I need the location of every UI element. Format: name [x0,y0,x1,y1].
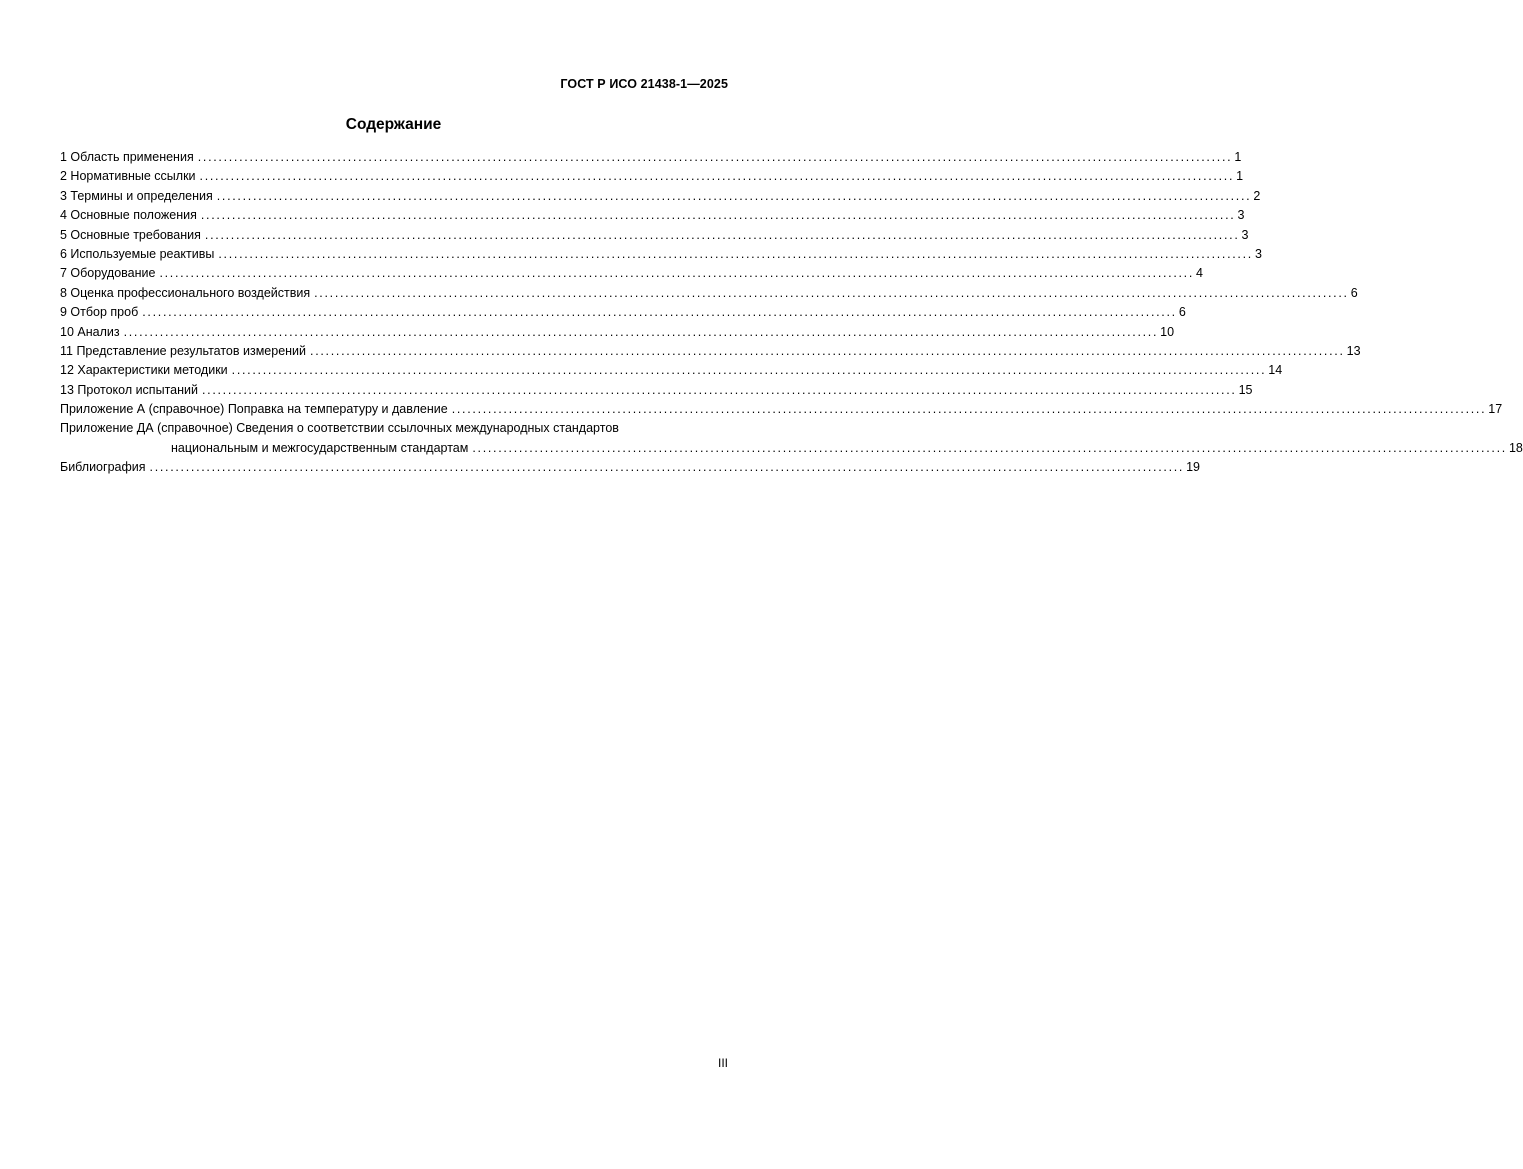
toc-leader: ........................................................................................................................................................................................................ [197,150,1233,164]
toc-entry[interactable] [60,400,1503,419]
toc-leader: ........................................................................................................................................................................................................ [310,343,1345,358]
toc-entry[interactable] [60,284,1358,303]
toc-leader: ........................................................................................................................................................................................................ [142,305,1177,320]
toc-leader: ........................................................................................................................................................................................................ [199,169,1235,184]
toc-entry-page: 19 [1186,460,1201,475]
toc-entry-page: 6 [1350,285,1358,300]
toc-entry[interactable] [60,148,1242,167]
table-of-contents [60,148,1523,478]
toc-entry-title: Приложение ДА (справочное) Сведения о соответствии ссылочных международных стандартов [60,421,619,436]
page-number: III [717,1056,728,1070]
toc-entry[interactable] [60,245,1262,264]
toc-entry-title: 9 Отбор проб [60,305,139,320]
toc-leader: ........................................................................................................................................................................................................ [200,208,1236,223]
toc-leader: ........................................................................................................................................................................................................ [216,188,1252,203]
toc-leader: ........................................................................................................................................................................................................ [472,440,1507,455]
toc-entry-title: 3 Термины и определения [60,188,213,203]
toc-entry-page: 2 [1253,188,1261,203]
page-title: Содержание [345,116,442,133]
toc-entry-page: 3 [1237,208,1245,223]
toc-entry-title: 4 Основные положения [60,208,197,223]
toc-entry-title: 10 Анализ [60,324,120,339]
toc-leader: ........................................................................................................................................................................................................ [451,402,1487,417]
toc-leader: ........................................................................................................................................................................................................ [201,382,1237,397]
toc-entry[interactable] [60,226,1249,245]
toc-leader: ........................................................................................................................................................................................................ [149,460,1185,475]
toc-leader: ........................................................................................................................................................................................................ [218,246,1253,261]
toc-entry-title: 8 Оценка профессионального воздействия [60,285,311,300]
toc-entry-page: 13 [1346,343,1361,358]
toc-entry-page: 18 [1508,440,1523,455]
toc-entry-page: 3 [1254,246,1262,261]
toc-entry-title: Библиография [60,460,146,475]
toc-entry-title: 6 Используемые реактивы [60,246,215,261]
toc-entry-page: 15 [1238,382,1253,397]
toc-entry[interactable] [60,381,1253,400]
toc-entry[interactable] [60,167,1244,186]
toc-entry-page: 3 [1241,227,1249,242]
toc-entry[interactable] [60,323,1175,342]
toc-entry[interactable] [60,264,1203,283]
toc-entry-continuation[interactable] [60,439,1523,458]
toc-entry-page: 10 [1160,324,1175,339]
toc-entry-title: 7 Оборудование [60,266,156,281]
toc-entry-page: 6 [1178,305,1186,320]
toc-leader: ........................................................................................................................................................................................................ [314,285,1349,300]
toc-entry-page: 17 [1488,402,1503,417]
toc-entry-page: 1 [1236,169,1244,184]
toc-entry[interactable] [60,419,728,438]
toc-entry-page: 14 [1268,363,1283,378]
toc-leader: ........................................................................................................................................................................................................ [231,363,1267,378]
toc-entry-title: 5 Основные требования [60,227,201,242]
toc-entry-title: 13 Протокол испытаний [60,382,198,397]
toc-entry-title: 12 Характеристики методики [60,363,228,378]
toc-entry[interactable] [60,361,1283,380]
toc-entry-title: 1 Область применения [60,150,194,164]
toc-entry-title-continuation: национальным и межгосударственным стандартам [171,440,469,455]
toc-leader: ........................................................................................................................................................................................................ [204,227,1240,242]
toc-leader: ........................................................................................................................................................................................................ [123,324,1159,339]
toc-entry-page: 4 [1196,266,1203,281]
toc-entry-title: 2 Нормативные ссылки [60,169,196,184]
toc-entry[interactable] [60,187,1261,206]
toc-entry[interactable] [60,342,1361,361]
toc-entry[interactable] [60,458,1201,477]
document-id: ГОСТ Р ИСО 21438-1—2025 [560,77,728,91]
toc-entry-title: Приложение А (справочное) Поправка на температуру и давление [60,402,448,417]
toc-entry[interactable] [60,303,1186,322]
toc-entry-page: 1 [1234,150,1242,164]
toc-entry-title: 11 Представление результатов измерений [60,343,307,358]
toc-entry[interactable] [60,206,1245,225]
toc-leader: ........................................................................................................................................................................................................ [159,266,1195,281]
